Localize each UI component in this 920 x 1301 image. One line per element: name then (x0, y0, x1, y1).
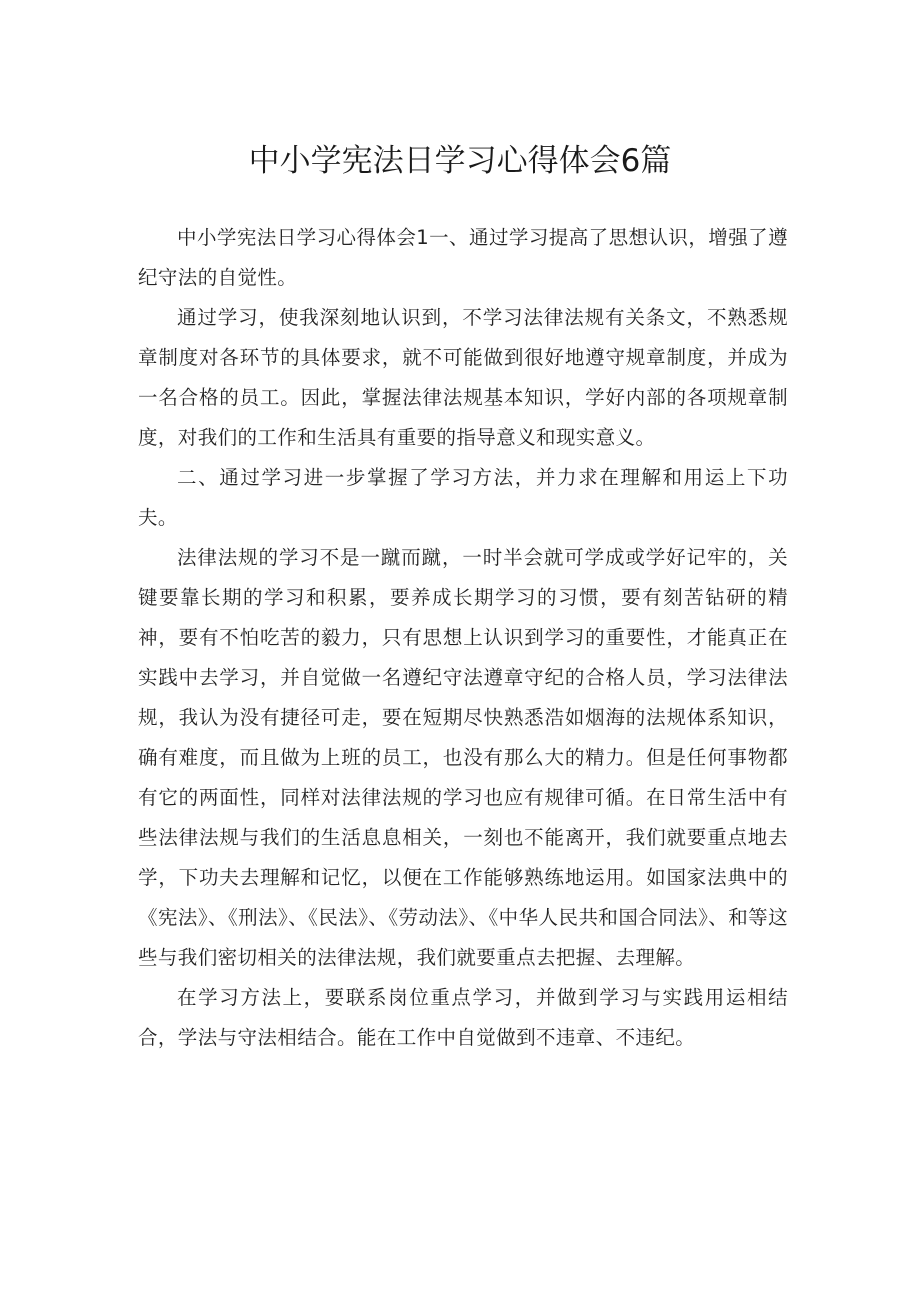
paragraph: 在学习方法上，要联系岗位重点学习，并做到学习与实践用运相结合，学法与守法相结合。能在工作中自觉做到不违章、不违纪。 (138, 986, 788, 1049)
paragraph: 通过学习，使我深刻地认识到，不学习法律法规有关条文，不熟悉规章制度对各环节的具体要求，就不可能做到很好地遵守规章制度，并成为一名合格的员工。因此，掌握法律法规基本知识，学好内部的各项规章制度，对我们的工作和生活具有重要的指导意义和现实意义。 (138, 306, 788, 449)
document-body (138, 218, 788, 1058)
document-title: 中小学宪法日学习心得体会6篇 (248, 142, 672, 179)
paragraph: 二、通过学习进一步掌握了学习方法，并力求在理解和用运上下功夫。 (138, 466, 788, 529)
paragraph: 中小学宪法日学习心得体会1一、通过学习提高了思想认识，增强了遵纪守法的自觉性。 (138, 226, 788, 289)
paragraph: 法律法规的学习不是一蹴而蹴，一时半会就可学成或学好记牢的，关键要靠长期的学习和积累，要养成长期学习的习惯，要有刻苦钻研的精神，要有不怕吃苦的毅力，只有思想上认识到学习的重要性，才能真正在实践中去学习，并自觉做一名遵纪守法遵章守纪的合格人员，学习法律法规，我认为没有捷径可走，要在短期尽快熟悉浩如烟海的法规体系知识，确有难度，而且做为上班的员工，也没有那么大的精力。但是任何事物都有它的两面性，同样对法律法规的学习也应有规律可循。在日常生活中有些法律法规与我们的生活息息相关，一刻也不能离开，我们就要重点地去学，下功夫去理解和记忆，以便在工作能够熟练地运用。如国家法典中的《宪法》、《刑法》、《民法》、《劳动法》、《中华人民共和国合同法》、和等这些与我们密切相关的法律法规，我们就要重点去把握、去理解。 (138, 546, 788, 969)
